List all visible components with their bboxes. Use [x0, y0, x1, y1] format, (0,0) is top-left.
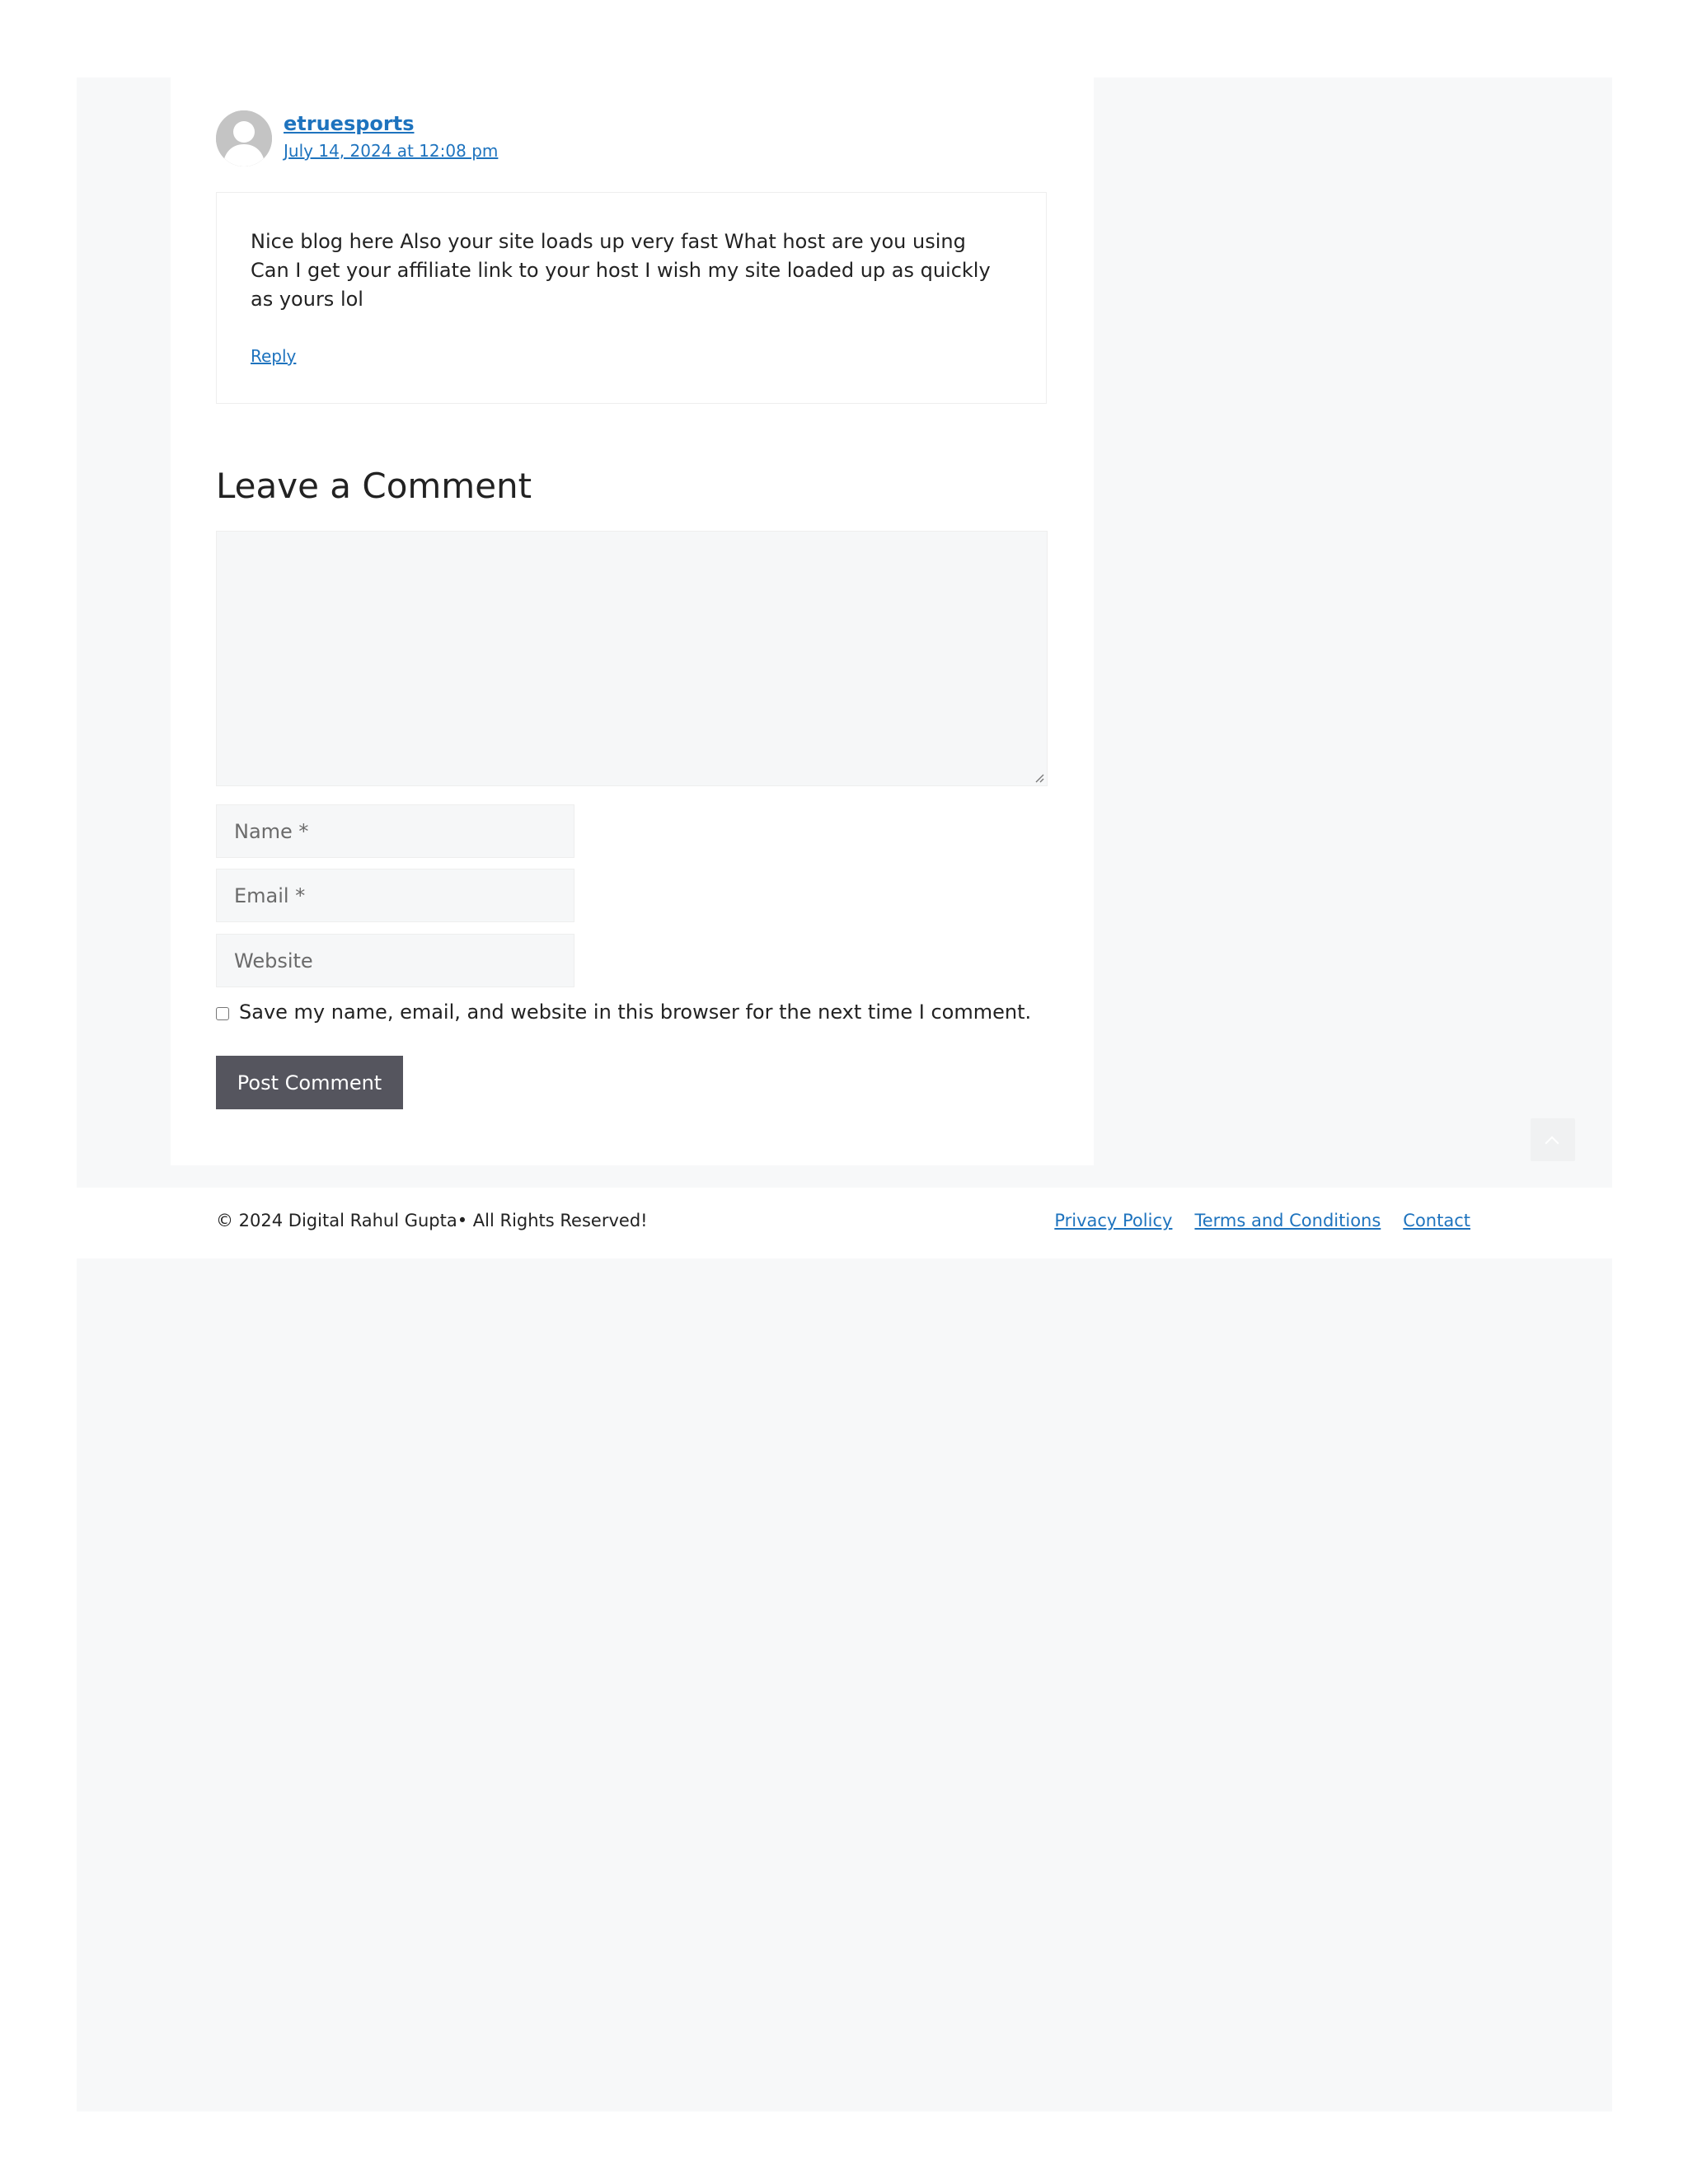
- back-to-top-button[interactable]: [1531, 1118, 1575, 1161]
- email-field[interactable]: [216, 869, 574, 922]
- footer-copyright: © 2024 Digital Rahul Gupta• All Rights Reserved!: [216, 1211, 648, 1230]
- reply-link[interactable]: Reply: [251, 346, 297, 366]
- leave-comment-heading: Leave a Comment: [216, 466, 532, 506]
- page-background-bottom: [77, 1258, 1612, 2111]
- consent-row: [216, 997, 1031, 1027]
- name-field[interactable]: [216, 804, 574, 858]
- footer-link-contact[interactable]: Contact: [1403, 1211, 1470, 1230]
- comment-body: [216, 192, 1047, 404]
- chevron-up-icon: [1545, 1137, 1559, 1151]
- consent-label[interactable]: Save my name, email, and website in this browser for the next time I comment.: [239, 1001, 1032, 1024]
- resize-grip-icon[interactable]: [1034, 773, 1044, 783]
- default-avatar-icon: [216, 110, 272, 166]
- footer-link-terms[interactable]: Terms and Conditions: [1194, 1211, 1381, 1230]
- consent-checkbox[interactable]: [216, 1007, 229, 1020]
- footer-link-privacy-policy[interactable]: Privacy Policy: [1054, 1211, 1173, 1230]
- website-field[interactable]: [216, 934, 574, 987]
- comment-text: Nice blog here Also your site loads up very fast What host are you using Can I get your affiliate link to your host I wish my site loaded up as quickly as yours lol: [251, 230, 991, 311]
- comment-author-link[interactable]: etruesports: [284, 112, 415, 135]
- comment-date-link[interactable]: July 14, 2024 at 12:08 pm: [284, 141, 499, 161]
- post-comment-button[interactable]: Post Comment: [216, 1056, 403, 1109]
- comment-textarea[interactable]: [216, 531, 1048, 786]
- footer-links: [1054, 1208, 1470, 1233]
